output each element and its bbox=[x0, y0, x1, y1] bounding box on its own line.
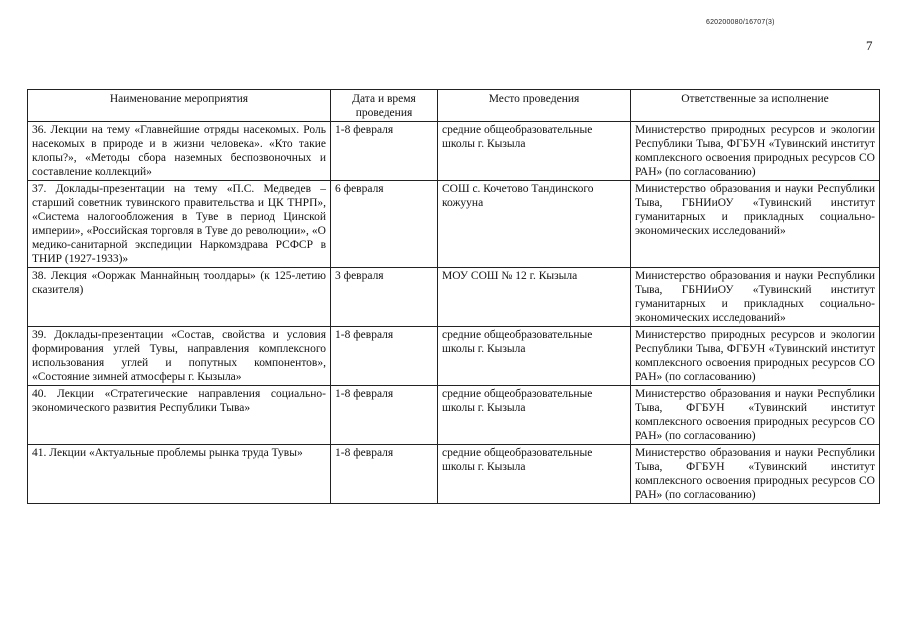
table-row bbox=[28, 268, 880, 327]
responsible-cell: Министерство образования и науки Республики Тыва, ФГБУН «Тувинский институт комплексного освоения природных ресурсов СО РАН» (по согласованию) bbox=[631, 445, 880, 504]
event-name-cell: 41. Лекции «Актуальные проблемы рынка труда Тувы» bbox=[28, 445, 331, 504]
event-name-cell: 36. Лекции на тему «Главнейшие отряды насекомых. Роль насекомых в природе и в жизни человека». «Кто такие клопы?», «Методы сбора наземных беспозвоночных и составление коллекций» bbox=[28, 122, 331, 181]
header-responsible: Ответственные за исполнение bbox=[631, 90, 880, 122]
table-row bbox=[28, 181, 880, 268]
date-cell: 6 февраля bbox=[331, 181, 438, 268]
place-cell: средние общеобразовательные школы г. Кызыла bbox=[438, 122, 631, 181]
event-name-cell: 40. Лекции «Стратегические направления социально-экономического развития Республики Тыва» bbox=[28, 386, 331, 445]
place-cell: средние общеобразовательные школы г. Кызыла bbox=[438, 327, 631, 386]
responsible-cell: Министерство образования и науки Республики Тыва, ФГБУН «Тувинский институт комплексного освоения природных ресурсов СО РАН» (по согласованию) bbox=[631, 386, 880, 445]
event-name-cell: 38. Лекция «Ооржак Маннайның тоолдары» (к 125-летию сказителя) bbox=[28, 268, 331, 327]
events-table bbox=[27, 89, 880, 504]
header-date-time: Дата и время проведения bbox=[331, 90, 438, 122]
header-place: Место проведения bbox=[438, 90, 631, 122]
date-cell: 1-8 февраля bbox=[331, 445, 438, 504]
responsible-cell: Министерство природных ресурсов и экологии Республики Тыва, ФГБУН «Тувинский институт комплексного освоения природных ресурсов СО РАН» (по согласованию) bbox=[631, 122, 880, 181]
responsible-cell: Министерство образования и науки Республики Тыва, ГБНИиОУ «Тувинский институт гуманитарных и прикладных социально-экономических исследований» bbox=[631, 181, 880, 268]
date-cell: 1-8 февраля bbox=[331, 386, 438, 445]
table-row bbox=[28, 327, 880, 386]
place-cell: СОШ с. Кочетово Тандинского кожууна bbox=[438, 181, 631, 268]
date-cell: 1-8 февраля bbox=[331, 122, 438, 181]
responsible-cell: Министерство природных ресурсов и экологии Республики Тыва, ФГБУН «Тувинский институт комплексного освоения природных ресурсов СО РАН» (по согласованию) bbox=[631, 327, 880, 386]
responsible-cell: Министерство образования и науки Республики Тыва, ГБНИиОУ «Тувинский институт гуманитарных и прикладных социально-экономических исследований» bbox=[631, 268, 880, 327]
place-cell: средние общеобразовательные школы г. Кызыла bbox=[438, 445, 631, 504]
header-event-name: Наименование мероприятия bbox=[28, 90, 331, 122]
event-name-cell: 39. Доклады-презентации «Состав, свойства и условия формирования углей Тувы, направления комплексного использования углей и попутных компонентов», «Состояние зимней атмосферы г. Кызыла» bbox=[28, 327, 331, 386]
document-code: 620200080/16707(3) bbox=[706, 19, 775, 26]
table-row bbox=[28, 386, 880, 445]
table-row bbox=[28, 122, 880, 181]
date-cell: 1-8 февраля bbox=[331, 327, 438, 386]
place-cell: средние общеобразовательные школы г. Кызыла bbox=[438, 386, 631, 445]
table-header-row bbox=[28, 90, 880, 122]
date-cell: 3 февраля bbox=[331, 268, 438, 327]
page-number: 7 bbox=[866, 38, 873, 53]
event-name-cell: 37. Доклады-презентации на тему «П.С. Медведев – старший советник тувинского правительства и ЦК ТНРП», «Система налогообложения в Туве в период Цинской империи», «Российская торговля в Туве до революции», «О медико-санитарной экспедиции Наркомздрава РСФСР в ТНИР (1927-1933)» bbox=[28, 181, 331, 268]
table-row bbox=[28, 445, 880, 504]
place-cell: МОУ СОШ № 12 г. Кызыла bbox=[438, 268, 631, 327]
